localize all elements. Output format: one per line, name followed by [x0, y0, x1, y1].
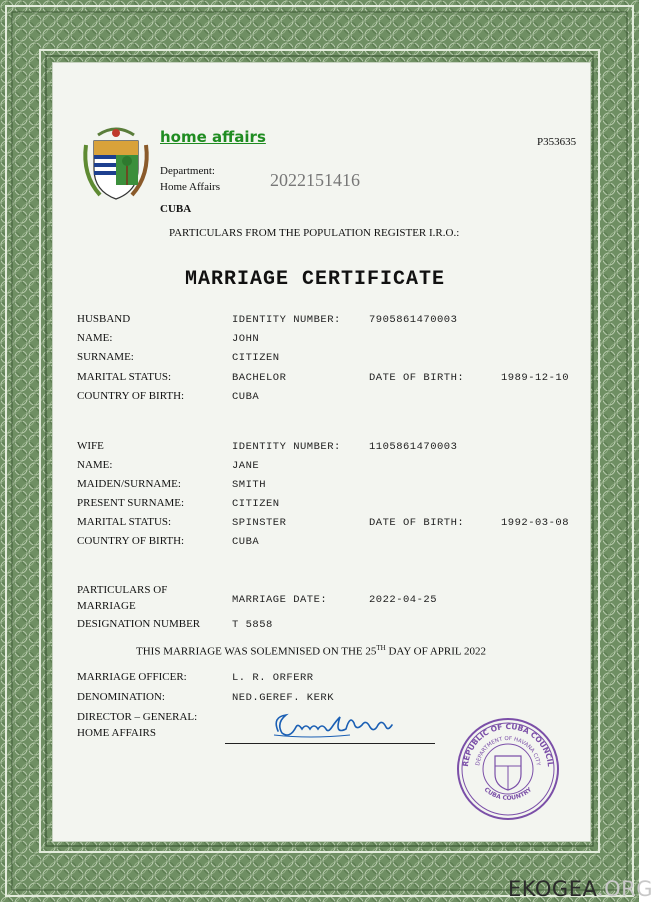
wife-present-surname-label: PRESENT SURNAME:	[77, 497, 185, 509]
husband-cob-value: CUBA	[232, 391, 260, 403]
page-title: MARRIAGE CERTIFICATE	[185, 268, 446, 291]
coat-of-arms-icon	[80, 125, 152, 203]
wife-cob-label: COUNTRY OF BIRTH:	[77, 535, 185, 547]
official-seal	[455, 716, 561, 822]
seal-inner-text: DEPARTMENT OF HAVANA CITY	[475, 735, 541, 767]
husband-cob-label: COUNTRY OF BIRTH:	[77, 390, 185, 402]
seal-bottom-text: CUBA COUNTRY	[482, 786, 534, 802]
director-label-line1: DIRECTOR – GENERAL:	[77, 711, 198, 723]
wife-marital-value: SPINSTER	[232, 517, 287, 529]
solemnised-text-end: DAY OF APRIL 2022	[385, 645, 486, 658]
wife-marital-label: MARITAL STATUS:	[77, 516, 172, 528]
wife-section-label: WIFE	[77, 440, 104, 452]
signature-line	[225, 743, 435, 744]
wife-dob-value: 1992-03-08	[501, 517, 570, 529]
husband-dob-label: DATE OF BIRTH:	[369, 372, 465, 384]
director-label-line2: HOME AFFAIRS	[77, 727, 156, 739]
director-signature	[270, 705, 395, 745]
wife-id-label: IDENTITY NUMBER:	[232, 441, 341, 453]
wife-dob-label: DATE OF BIRTH:	[369, 517, 465, 529]
husband-surname-value: CITIZEN	[232, 352, 280, 364]
officer-value: L. R. ORFERR	[232, 672, 314, 684]
department-name: Home Affairs	[160, 181, 220, 193]
husband-name-value: JOHN	[232, 333, 260, 345]
husband-surname-label: SURNAME:	[77, 351, 134, 363]
department-label: Department:	[160, 165, 215, 177]
document-number: 2022151416	[270, 170, 360, 190]
watermark-part2: .ORG	[596, 877, 653, 901]
denomination-label: DENOMINATION:	[77, 691, 165, 703]
solemnised-statement	[136, 644, 486, 658]
husband-marital-label: MARITAL STATUS:	[77, 371, 172, 383]
watermark-part1: EKOGEA	[508, 877, 597, 901]
serial-number: P353635	[537, 136, 577, 148]
particulars-label-line1: PARTICULARS OF	[77, 584, 168, 596]
husband-dob-value: 1989-12-10	[501, 372, 570, 384]
husband-name-label: NAME:	[77, 332, 113, 344]
brand-title: home affairs	[160, 128, 266, 146]
watermark	[508, 877, 653, 901]
wife-cob-value: CUBA	[232, 536, 260, 548]
marriage-date-value: 2022-04-25	[369, 594, 438, 606]
wife-maiden-label: MAIDEN/SURNAME:	[77, 478, 181, 490]
wife-maiden-value: SMITH	[232, 479, 267, 491]
register-line: PARTICULARS FROM THE POPULATION REGISTER I.R.O.:	[169, 227, 460, 239]
particulars-label-line2: MARRIAGE	[77, 600, 136, 612]
solemnised-ordinal: TH	[376, 644, 386, 652]
husband-section-label: HUSBAND	[77, 313, 131, 325]
marriage-date-label: MARRIAGE DATE:	[232, 594, 328, 606]
wife-name-value: JANE	[232, 460, 260, 472]
wife-id-value: 1105861470003	[369, 441, 458, 453]
designation-value: T 5858	[232, 619, 273, 631]
husband-id-value: 7905861470003	[369, 314, 458, 326]
svg-text:REPUBLIC OF CUBA COUNCIL	[461, 722, 555, 767]
wife-name-label: NAME:	[77, 459, 113, 471]
denomination-value: NED.GEREF. KERK	[232, 692, 335, 704]
wife-present-surname-value: CITIZEN	[232, 498, 280, 510]
officer-label: MARRIAGE OFFICER:	[77, 671, 187, 683]
seal-outer-text: REPUBLIC OF CUBA COUNCIL	[461, 721, 555, 768]
husband-id-label: IDENTITY NUMBER:	[232, 314, 341, 326]
solemnised-text-start: THIS MARRIAGE WAS SOLEMNISED ON THE 25	[136, 645, 377, 658]
husband-marital-value: BACHELOR	[232, 372, 287, 384]
designation-label: DESIGNATION NUMBER	[77, 618, 201, 630]
svg-text:DEPARTMENT OF HAVANA CITY	[475, 736, 541, 767]
country-label: CUBA	[160, 203, 192, 215]
